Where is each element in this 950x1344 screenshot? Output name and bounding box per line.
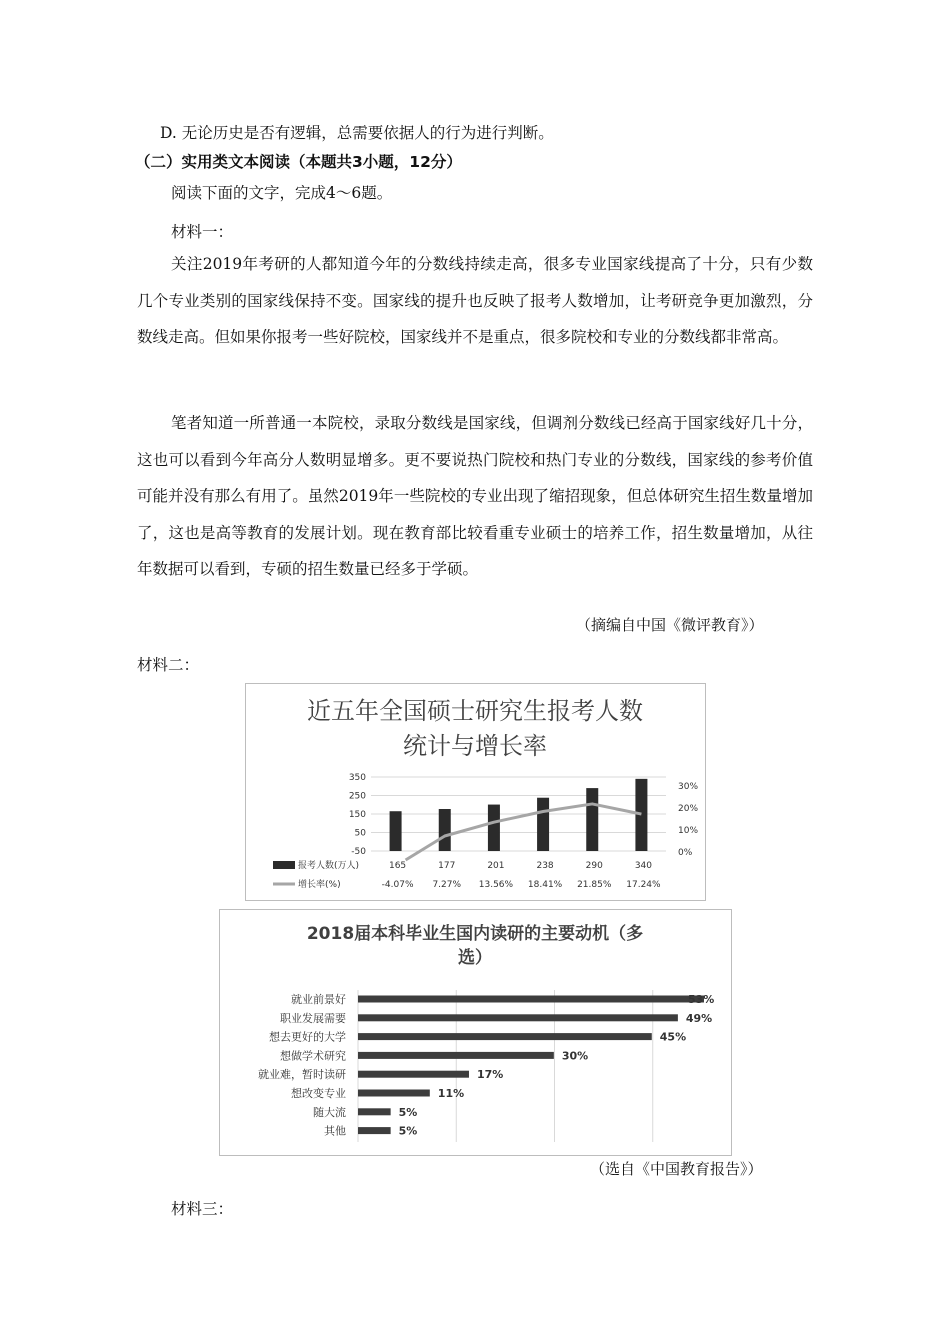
chart1-bar — [390, 811, 402, 851]
chart1-growth-value-label: 18.41% — [527, 880, 563, 890]
chart1-growth-value-label: -4.07% — [381, 880, 414, 890]
chart1-bar-value-label: 340 — [634, 861, 653, 871]
chart2-bar — [358, 1127, 391, 1134]
chart1-y-right-tick: 10% — [678, 826, 699, 836]
chart-motivation-svg — [220, 910, 731, 1155]
chart2-value-label: 11% — [437, 1087, 465, 1100]
chart1-y-left-tick: 50 — [354, 828, 366, 839]
chart2-category-label: 其他 — [324, 1124, 346, 1138]
chart1-title-line-2: 统计与增长率 — [403, 732, 547, 760]
chart-applicants — [245, 683, 706, 901]
chart1-bar-value-label: 290 — [585, 861, 603, 871]
chart1-growth-value-label: 21.85% — [577, 880, 612, 890]
chart1-growth-value-label: 17.24% — [626, 880, 661, 890]
chart1-y-right-tick: 20% — [678, 804, 699, 814]
chart2-value-label: 5% — [398, 1124, 418, 1138]
material1-label: 材料一： — [171, 223, 234, 241]
chart2-value-label: 17% — [476, 1068, 504, 1082]
chart1-bar-value-label: 165 — [388, 861, 407, 871]
chart2-title-line-2: 选） — [458, 948, 492, 968]
chart2-category-label: 想做学术研究 — [280, 1049, 346, 1063]
material1-source: （摘编自中国《微评教育》） — [576, 616, 764, 634]
chart2-title-line-1: 2018届本科毕业生国内读研的主要动机（多 — [306, 924, 644, 944]
chart2-category-label: 随大流 — [313, 1105, 346, 1119]
chart2-bar — [358, 1033, 652, 1040]
material2-label: 材料二： — [137, 656, 200, 674]
chart1-legend-line-label: 增长率(%) — [298, 880, 341, 890]
chart1-bar-value-label: 201 — [487, 861, 505, 871]
chart1-bar-value-label: 238 — [536, 861, 554, 871]
material1-paragraph-1: 关注2019年考研的人都知道今年的分数线持续走高，很多专业国家线提高了十分，只有少数几个专业类别的国家线保持不变。国家线的提升也反映了报考人数增加，让考研竞争更加激烈，分数线走高。但如果你报考一些好院校，国家线并不是重点，很多院校和专业的分数线都非常高。 — [137, 255, 813, 346]
material1-paragraph-2: 笔者知道一所普通一本院校，录取分数线是国家线，但调剂分数线已经高于国家线好几十分，这也可以看到今年高分人数明显增多。更不要说热门院校和热门专业的分数线，国家线的参考价值可能并没有那么有用了。虽然2019年一些院校的专业出现了缩招现象，但总体研究生招生数量增加了，这也是高等教育的发展计划。现在教育部比较看重专业硕士的培养工作，招生数量增加，从往年数据可以看到，专硕的招生数量已经多于学硕。 — [137, 414, 813, 578]
chart2-category-label: 职业发展需要 — [280, 1011, 346, 1025]
instruction: 阅读下面的文字，完成4～6题。 — [171, 184, 393, 202]
section-heading: （二）实用类文本阅读（本题共3小题，12分） — [135, 153, 462, 171]
chart2-bar — [358, 1014, 678, 1021]
chart2-value-label: 45% — [659, 1030, 687, 1044]
chart1-bar — [439, 809, 451, 851]
chart1-growth-value-label: 7.27% — [432, 880, 462, 890]
chart1-bar — [488, 805, 500, 851]
chart2-category-label: 就业前景好 — [291, 993, 346, 1006]
chart1-bar-value-label: 177 — [438, 861, 456, 871]
chart1-bar — [586, 788, 598, 851]
material2-source: （选自《中国教育报告》） — [590, 1160, 763, 1178]
option-d: D. 无论历史是否有逻辑，总需要依据人的行为进行判断。 — [160, 124, 554, 142]
chart2-bar — [358, 1071, 469, 1078]
material3-label: 材料三： — [171, 1200, 234, 1218]
chart1-title-line-1: 近五年全国硕士研究生报考人数 — [307, 697, 643, 725]
chart1-growth-value-label: 13.56% — [478, 880, 514, 890]
chart1-y-left-tick: 250 — [348, 791, 366, 802]
chart1-y-left-tick: -50 — [351, 847, 366, 857]
chart2-bar — [358, 1052, 554, 1059]
chart1-legend-swatch-bar — [273, 861, 295, 869]
chart2-value-label: 30% — [561, 1049, 589, 1063]
chart2-value-label: 5% — [398, 1105, 418, 1119]
chart2-value-label: 49% — [685, 1011, 713, 1025]
chart1-y-right-tick: 30% — [678, 782, 699, 792]
chart2-category-label: 想去更好的大学 — [269, 1030, 346, 1044]
chart1-y-left-tick: 350 — [348, 773, 366, 783]
chart1-bar — [537, 798, 549, 851]
chart2-bar — [358, 1108, 391, 1115]
chart2-bar — [358, 996, 704, 1003]
chart1-y-left-tick: 150 — [348, 810, 366, 820]
chart-motivation — [219, 909, 732, 1156]
chart1-bar — [635, 779, 647, 851]
chart1-y-right-tick: 0% — [678, 848, 693, 858]
chart2-category-label: 就业难，暂时读研 — [258, 1068, 346, 1082]
chart2-category-label: 想改变专业 — [291, 1087, 346, 1100]
chart1-legend-bar-label: 报考人数(万人) — [298, 861, 360, 871]
chart2-value-label: 53% — [688, 993, 715, 1006]
chart2-bar — [358, 1090, 430, 1097]
chart-applicants-svg — [246, 684, 705, 900]
